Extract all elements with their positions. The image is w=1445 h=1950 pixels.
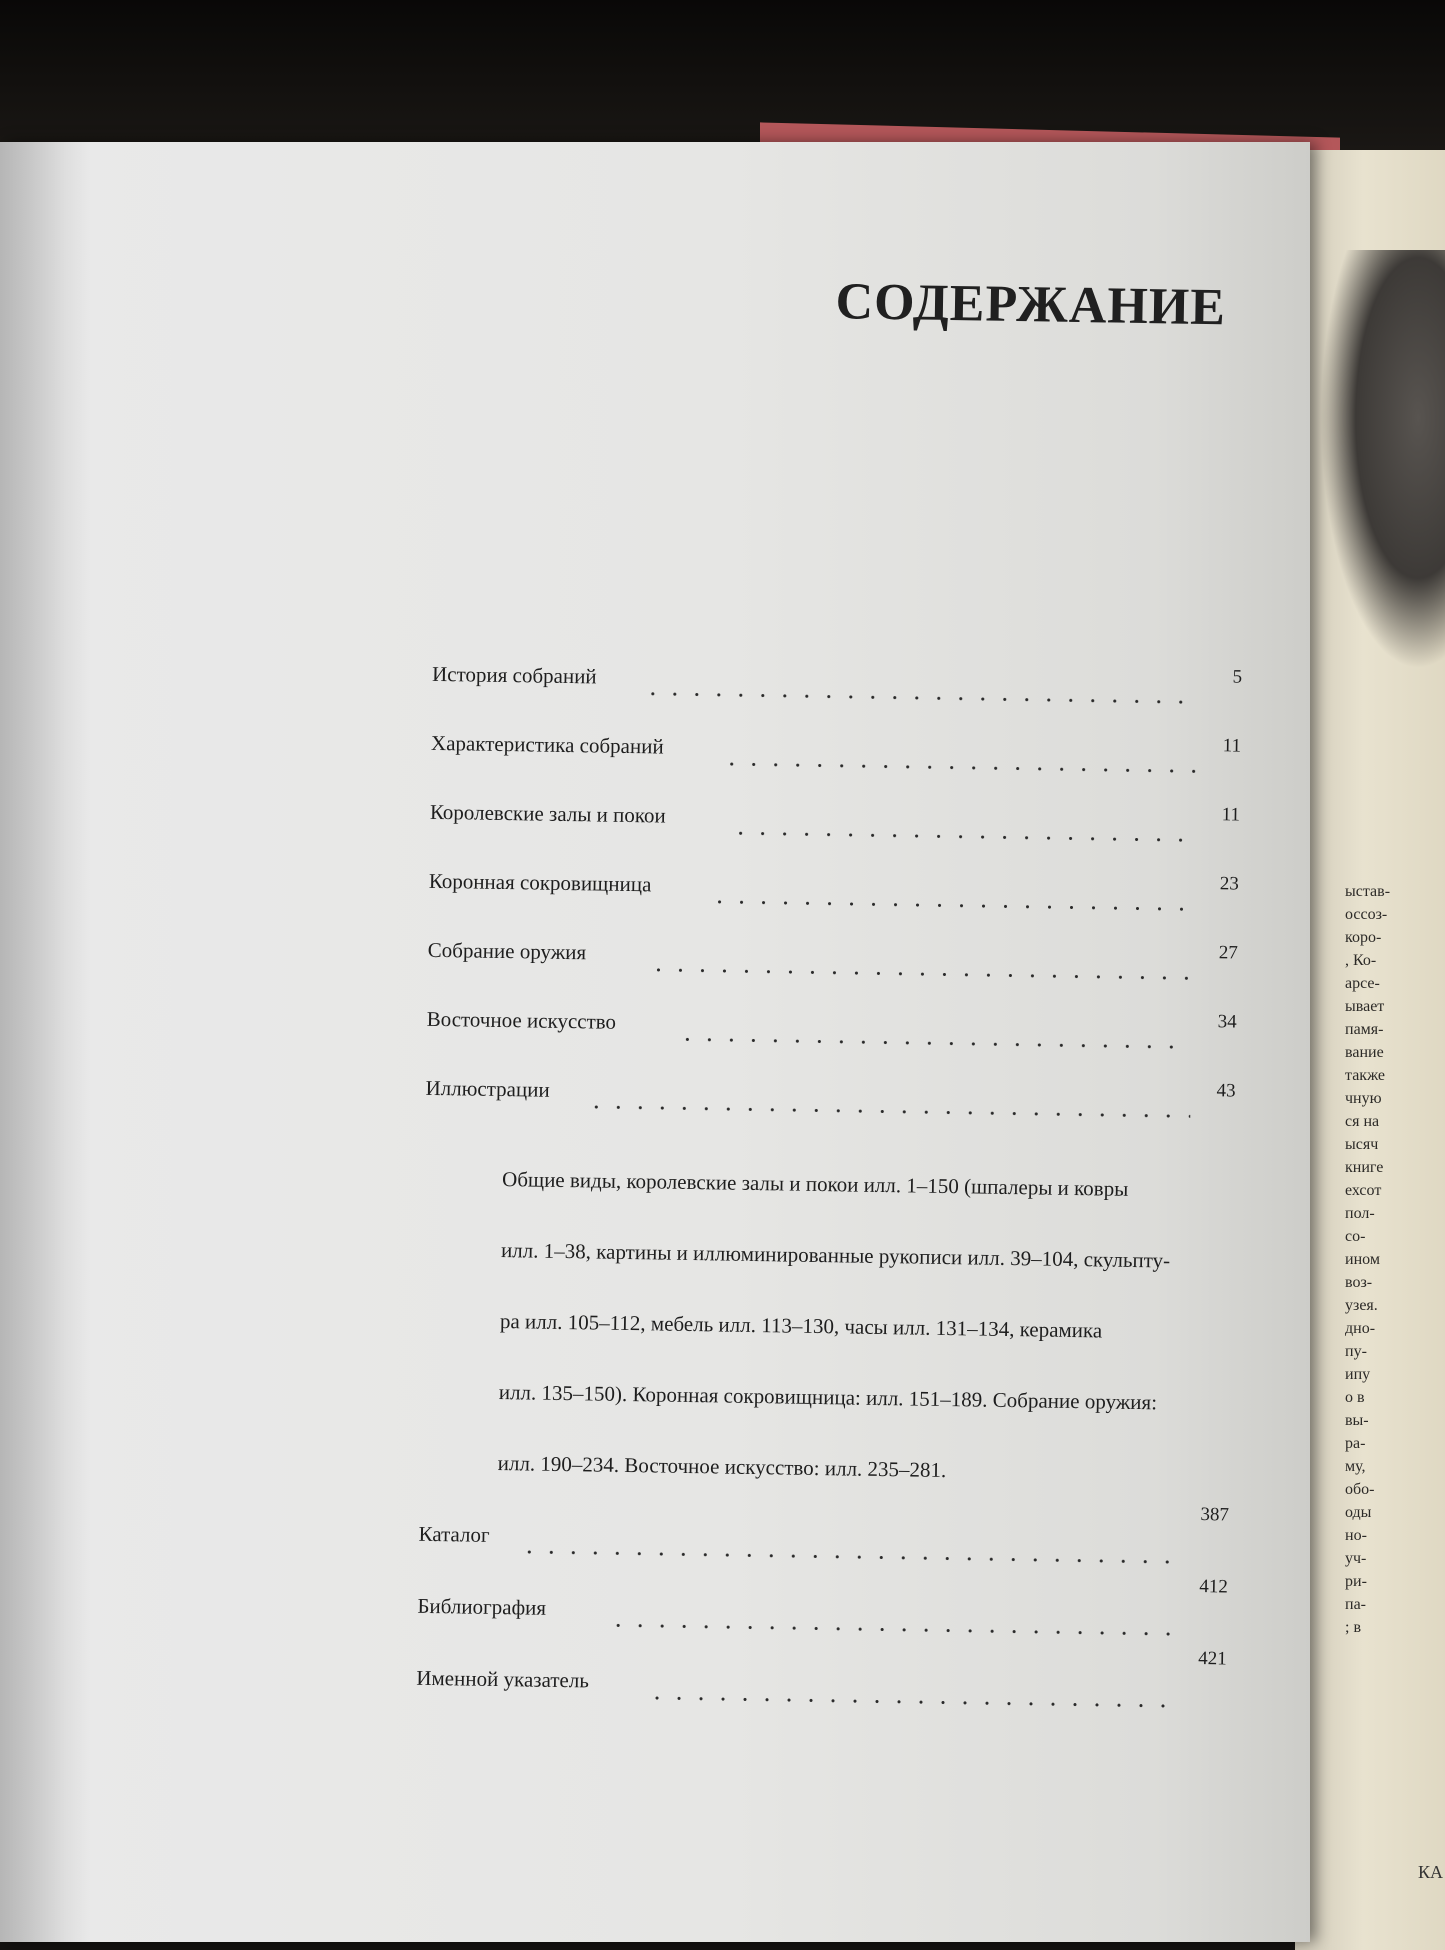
adjacent-page-text: ыстав- оссоз- коро- , Ко- арсе- ывает памя- вание также чную ся на ысяч книге ехсот пол- со- ином воз- узея. дно- пу- ипу о в вы- ра- му, обо- оды но- уч- ри- па- ; в [1345, 883, 1391, 1636]
toc-entry-page: 412 [1199, 1576, 1229, 1598]
toc-entry-label: Коронная сокровищница [428, 868, 652, 897]
illustrations-description [497, 1144, 1227, 1510]
description-line: илл. 190–234. Восточное искусство: илл. 235–281. [497, 1451, 947, 1483]
toc-leader-dots [585, 1105, 1190, 1118]
toc-entry [416, 1648, 1227, 1713]
toc-entry [431, 731, 1241, 778]
adjacent-page-edge-text: КА [1418, 1862, 1444, 1882]
toc-leader-dots [647, 968, 1192, 980]
toc-entry-label: Каталог [418, 1521, 490, 1547]
toc-entry [426, 1007, 1236, 1054]
description-line: илл. 1–38, картины и иллюминированные рукописи илл. 39–104, скульпту- [500, 1238, 1171, 1273]
toc-entry-label: Именной указатель [416, 1665, 590, 1693]
toc-leader-dots [730, 832, 1195, 842]
description-line: илл. 135–150). Коронная сокровищница: илл. 151–189. Собрание оружия: [498, 1380, 1158, 1415]
description-line: ра илл. 105–112, мебель илл. 113–130, часы илл. 131–134, керамика [499, 1309, 1103, 1343]
toc-entry [427, 938, 1237, 985]
toc-entry-page: 11 [1221, 804, 1241, 826]
page-title: СОДЕРЖАНИЕ [835, 273, 1227, 337]
toc-entry-label: Собрание оружия [427, 937, 587, 965]
toc-entry-page: 27 [1218, 942, 1238, 964]
toc-leader-dots [518, 1550, 1183, 1563]
toc-leader-dots [721, 762, 1196, 772]
toc-entry [418, 1504, 1230, 1569]
toc-entry [425, 1076, 1235, 1123]
toc-entry-page: 387 [1200, 1504, 1230, 1526]
toc-entry [428, 869, 1238, 916]
toc-entry-label: Характеристика собраний [430, 730, 664, 759]
toc-entry-page: 23 [1219, 873, 1240, 895]
toc-entry-label: История собраний [431, 661, 597, 689]
toc-leader-dots [642, 692, 1197, 704]
toc-leader-dots [607, 1624, 1182, 1636]
toc-entry-label: Восточное искусство [426, 1006, 617, 1034]
toc-entry [430, 800, 1240, 847]
toc-leader-dots [676, 1038, 1191, 1049]
toc-entry-label: Королевские залы и покои [429, 799, 666, 828]
toc-entry-page: 34 [1217, 1011, 1237, 1033]
toc-entry-page: 5 [1232, 666, 1243, 688]
toc-entry-label: Иллюстрации [425, 1075, 550, 1102]
toc-entry-page: 11 [1222, 735, 1242, 757]
toc-entry-page: 421 [1198, 1648, 1227, 1670]
toc-leader-dots [709, 900, 1194, 911]
toc-entry [432, 662, 1242, 709]
toc-entry-page: 43 [1216, 1080, 1236, 1102]
toc-entry [417, 1576, 1229, 1641]
toc-leader-dots [646, 1696, 1181, 1707]
description-line: Общие виды, королевские залы и покои илл. 1–150 (шпалеры и ковры [501, 1167, 1129, 1201]
toc-entry-label: Библиография [417, 1593, 547, 1620]
